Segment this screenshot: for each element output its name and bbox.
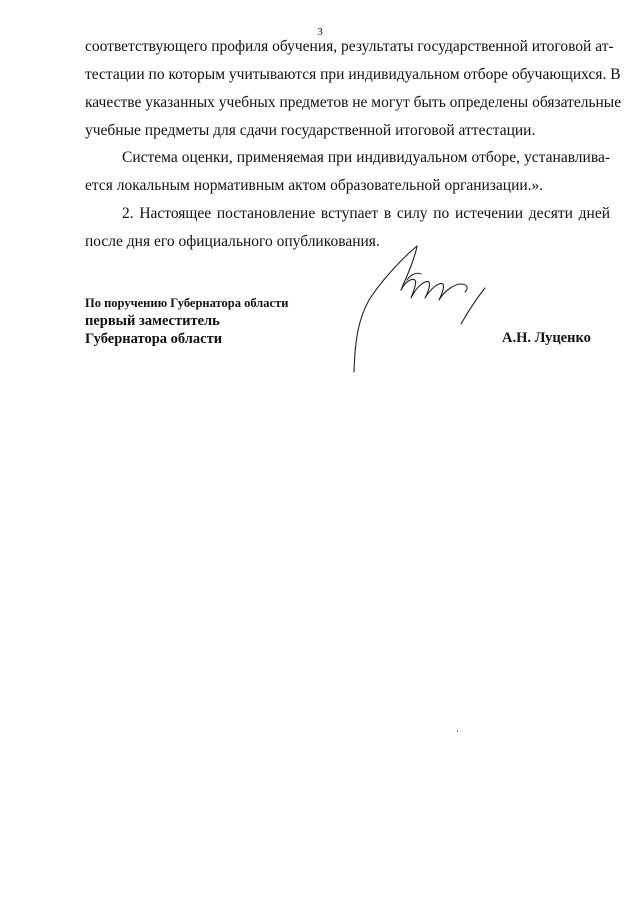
paragraph-line: после дня его официального опубликования. [85, 233, 380, 250]
signatory-position-line: первый заместитель [85, 313, 220, 329]
signatory-authority-line: По поручению Губернатора области [85, 296, 289, 310]
signatory-position-line: Губернатора области [85, 331, 223, 347]
paragraph-line: соответствующего профиля обучения, результаты государственной итоговой ат- [85, 38, 614, 55]
page-number: 3 [317, 26, 323, 38]
paragraph-line: ется локальным нормативным актом образовательной организации.». [85, 177, 544, 194]
signatory-name: А.Н. Луценко [502, 330, 591, 346]
paragraph-line: Система оценки, применяемая при индивидуальном отборе, устанавлива- [122, 149, 610, 166]
paragraph-line: 2. Настоящее постановление вступает в силу по истечении десяти дней [122, 205, 610, 222]
scan-speck [457, 730, 458, 732]
paragraph-line: учебные предметы для сдачи государственной итоговой аттестации. [85, 122, 536, 139]
paragraph-line: качестве указанных учебных предметов не могут быть определены обязательные [85, 94, 622, 111]
paragraph-line: тестации по которым учитываются при индивидуальном отборе обучающихся. В [85, 66, 621, 83]
handwritten-signature [345, 238, 495, 378]
